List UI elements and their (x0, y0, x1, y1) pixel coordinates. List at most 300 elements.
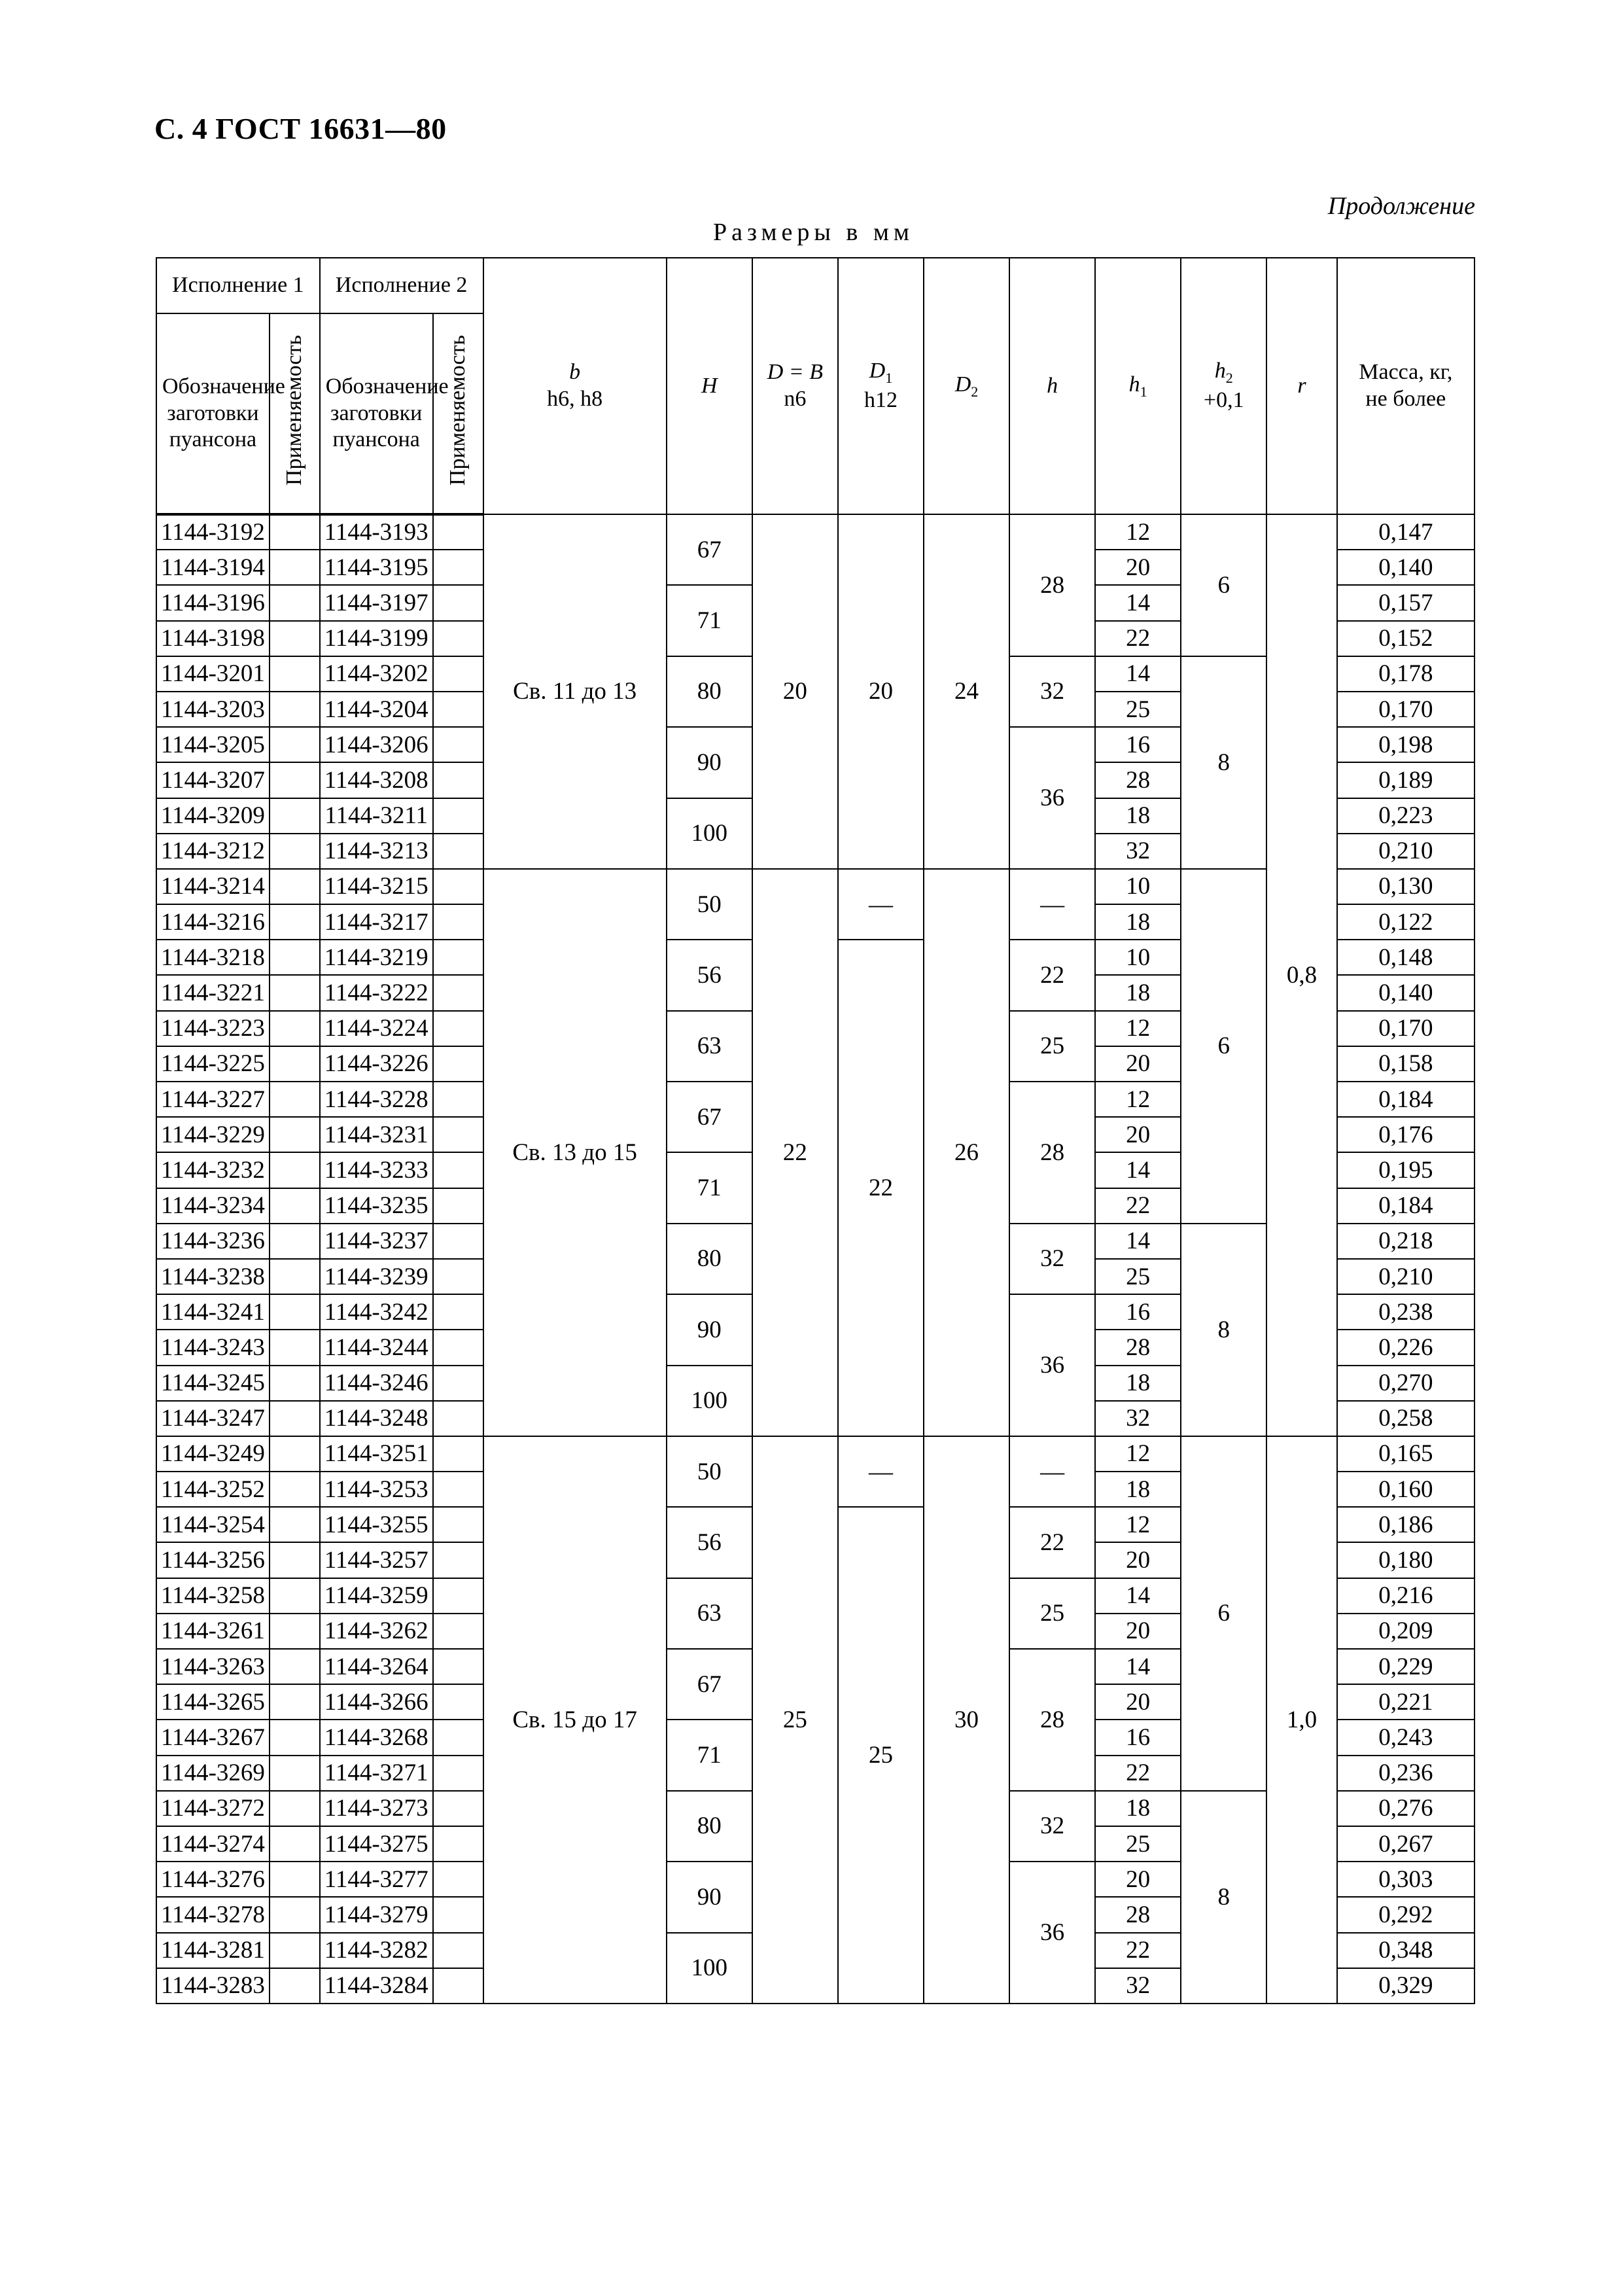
designation-exec2: 1144-3271 (320, 1756, 433, 1791)
designation-exec1: 1144-3203 (156, 692, 270, 727)
designation-exec2: 1144-3233 (320, 1152, 433, 1188)
designation-exec1: 1144-3249 (156, 1436, 270, 1472)
applicability-exec1 (270, 940, 320, 975)
table-row (156, 1436, 1475, 1472)
cell-h: 36 (1009, 1294, 1095, 1436)
cell-h: 100 (667, 798, 752, 869)
applicability-exec2 (433, 1578, 483, 1614)
header-designation-2: Обозначение заготовки пуансона (320, 313, 433, 514)
applicability-exec1 (270, 1152, 320, 1188)
cell-h1: 14 (1095, 1649, 1181, 1684)
cell-h: — (1009, 1436, 1095, 1507)
applicability-exec1 (270, 1791, 320, 1826)
cell-mass: 0,223 (1337, 798, 1475, 834)
cell-mass: 0,221 (1337, 1684, 1475, 1720)
designation-exec1: 1144-3252 (156, 1472, 270, 1507)
cell-h1: 20 (1095, 1117, 1181, 1152)
applicability-exec1 (270, 762, 320, 798)
cell-h1: 14 (1095, 1224, 1181, 1259)
designation-exec1: 1144-3281 (156, 1933, 270, 1968)
cell-h1: 10 (1095, 940, 1181, 975)
designation-exec2: 1144-3248 (320, 1401, 433, 1436)
cell-h1: 12 (1095, 1011, 1181, 1046)
cell-h: 71 (667, 1720, 752, 1790)
designation-exec2: 1144-3239 (320, 1259, 433, 1294)
designation-exec2: 1144-3217 (320, 904, 433, 940)
punch-blank-table (156, 257, 1475, 2004)
cell-h1: 12 (1095, 1507, 1181, 1542)
applicability-exec1 (270, 1826, 320, 1862)
designation-exec1: 1144-3223 (156, 1011, 270, 1046)
cell-mass: 0,243 (1337, 1720, 1475, 1755)
cell-mass: 0,178 (1337, 656, 1475, 692)
cell-mass: 0,158 (1337, 1046, 1475, 1082)
applicability-exec2 (433, 727, 483, 762)
cell-h: 80 (667, 656, 752, 727)
cell-h1: 20 (1095, 1862, 1181, 1897)
cell-h: 56 (667, 1507, 752, 1578)
cell-mass: 0,186 (1337, 1507, 1475, 1542)
applicability-exec1 (270, 585, 320, 620)
cell-h1: 12 (1095, 1082, 1181, 1117)
applicability-exec2 (433, 798, 483, 834)
designation-exec2: 1144-3237 (320, 1224, 433, 1259)
applicability-exec2 (433, 1897, 483, 1932)
designation-exec2: 1144-3231 (320, 1117, 433, 1152)
designation-exec1: 1144-3274 (156, 1826, 270, 1862)
designation-exec1: 1144-3221 (156, 975, 270, 1010)
designation-exec2: 1144-3228 (320, 1082, 433, 1117)
cell-h: 80 (667, 1224, 752, 1294)
cell-h: 63 (667, 1578, 752, 1649)
header-designation-1: Обозначение заготовки пуансона (156, 313, 270, 514)
applicability-exec2 (433, 1436, 483, 1472)
applicability-exec2 (433, 1294, 483, 1330)
header-H: H (667, 258, 752, 514)
cell-mass: 0,210 (1337, 1259, 1475, 1294)
cell-mass: 0,165 (1337, 1436, 1475, 1472)
applicability-exec2 (433, 904, 483, 940)
applicability-exec1 (270, 1897, 320, 1932)
applicability-exec1 (270, 904, 320, 940)
designation-exec1: 1144-3238 (156, 1259, 270, 1294)
applicability-exec2 (433, 834, 483, 869)
cell-h1: 25 (1095, 692, 1181, 727)
cell-mass: 0,160 (1337, 1472, 1475, 1507)
applicability-exec1 (270, 692, 320, 727)
applicability-exec2 (433, 1756, 483, 1791)
applicability-exec1 (270, 1436, 320, 1472)
cell-h: 80 (667, 1791, 752, 1862)
cell-h: 100 (667, 1933, 752, 2004)
cell-h2: 6 (1181, 869, 1266, 1224)
cell-h: 36 (1009, 727, 1095, 869)
cell-db: 25 (752, 1436, 838, 2004)
header-h1: $h_1$ (1095, 258, 1181, 514)
header-D2: $D_2$ (924, 258, 1009, 514)
cell-d2: 26 (924, 869, 1009, 1436)
designation-exec2: 1144-3262 (320, 1614, 433, 1649)
cell-h1: 14 (1095, 1152, 1181, 1188)
designation-exec1: 1144-3192 (156, 514, 270, 550)
header-DB: D = B n6 (752, 258, 838, 514)
designation-exec1: 1144-3216 (156, 904, 270, 940)
designation-exec1: 1144-3236 (156, 1224, 270, 1259)
designation-exec1: 1144-3254 (156, 1507, 270, 1542)
applicability-exec2 (433, 1933, 483, 1968)
applicability-exec1 (270, 1224, 320, 1259)
cell-mass: 0,229 (1337, 1649, 1475, 1684)
cell-d1: 22 (838, 940, 924, 1436)
designation-exec1: 1144-3276 (156, 1862, 270, 1897)
header-applicability-1: Применяемость (270, 313, 320, 514)
designation-exec1: 1144-3256 (156, 1542, 270, 1578)
cell-h1: 25 (1095, 1259, 1181, 1294)
cell-h1: 22 (1095, 1933, 1181, 1968)
designation-exec1: 1144-3261 (156, 1614, 270, 1649)
cell-h: 50 (667, 1436, 752, 1507)
applicability-exec1 (270, 1862, 320, 1897)
applicability-exec1 (270, 1294, 320, 1330)
cell-h: 28 (1009, 514, 1095, 656)
cell-mass: 0,157 (1337, 585, 1475, 620)
designation-exec2: 1144-3202 (320, 656, 433, 692)
applicability-exec1 (270, 550, 320, 585)
designation-exec2: 1144-3246 (320, 1366, 433, 1401)
designation-exec1: 1144-3194 (156, 550, 270, 585)
cell-mass: 0,216 (1337, 1578, 1475, 1614)
cell-h1: 22 (1095, 1188, 1181, 1224)
cell-h1: 28 (1095, 762, 1181, 798)
designation-exec2: 1144-3257 (320, 1542, 433, 1578)
designation-exec2: 1144-3224 (320, 1011, 433, 1046)
cell-h: 22 (1009, 1507, 1095, 1578)
designation-exec2: 1144-3279 (320, 1897, 433, 1932)
header-applicability-2: Применяемость (433, 313, 483, 514)
header-b: b h6, h8 (483, 258, 667, 514)
header-mass: Масса, кг, не более (1337, 258, 1475, 514)
page-header: С. 4 ГОСТ 16631—80 (154, 112, 447, 145)
applicability-exec2 (433, 1507, 483, 1542)
designation-exec1: 1144-3265 (156, 1684, 270, 1720)
designation-exec1: 1144-3218 (156, 940, 270, 975)
designation-exec2: 1144-3251 (320, 1436, 433, 1472)
cell-h2: 6 (1181, 1436, 1266, 1791)
cell-h: 22 (1009, 940, 1095, 1010)
applicability-exec2 (433, 762, 483, 798)
cell-mass: 0,218 (1337, 1224, 1475, 1259)
cell-h: 90 (667, 727, 752, 798)
applicability-exec1 (270, 1259, 320, 1294)
applicability-exec2 (433, 1649, 483, 1684)
cell-h: 25 (1009, 1011, 1095, 1082)
designation-exec1: 1144-3263 (156, 1649, 270, 1684)
designation-exec2: 1144-3268 (320, 1720, 433, 1755)
cell-h2: 8 (1181, 1791, 1266, 2004)
cell-h1: 28 (1095, 1330, 1181, 1365)
cell-mass: 0,122 (1337, 904, 1475, 940)
designation-exec1: 1144-3214 (156, 869, 270, 904)
designation-exec2: 1144-3226 (320, 1046, 433, 1082)
cell-h1: 14 (1095, 656, 1181, 692)
designation-exec2: 1144-3259 (320, 1578, 433, 1614)
cell-d1: 20 (838, 514, 924, 869)
cell-mass: 0,267 (1337, 1826, 1475, 1862)
cell-mass: 0,170 (1337, 692, 1475, 727)
cell-mass: 0,147 (1337, 514, 1475, 550)
designation-exec2: 1144-3244 (320, 1330, 433, 1365)
applicability-exec1 (270, 1968, 320, 2004)
cell-h1: 22 (1095, 621, 1181, 656)
applicability-exec1 (270, 1756, 320, 1791)
designation-exec2: 1144-3255 (320, 1507, 433, 1542)
applicability-exec2 (433, 1082, 483, 1117)
applicability-exec2 (433, 1011, 483, 1046)
designation-exec1: 1144-3278 (156, 1897, 270, 1932)
cell-mass: 0,348 (1337, 1933, 1475, 1968)
designation-exec1: 1144-3229 (156, 1117, 270, 1152)
cell-h: 36 (1009, 1862, 1095, 2004)
cell-mass: 0,184 (1337, 1082, 1475, 1117)
cell-h1: 16 (1095, 1294, 1181, 1330)
cell-h2: 8 (1181, 656, 1266, 869)
cell-h1: 32 (1095, 1968, 1181, 2004)
cell-h1: 18 (1095, 975, 1181, 1010)
cell-mass: 0,170 (1337, 1011, 1475, 1046)
cell-h: 28 (1009, 1649, 1095, 1791)
cell-h1: 18 (1095, 1472, 1181, 1507)
applicability-exec1 (270, 1649, 320, 1684)
cell-h1: 18 (1095, 1366, 1181, 1401)
header-h: h (1009, 258, 1095, 514)
designation-exec1: 1144-3205 (156, 727, 270, 762)
cell-h1: 18 (1095, 904, 1181, 940)
cell-mass: 0,140 (1337, 550, 1475, 585)
cell-d1: — (838, 1436, 924, 1507)
designation-exec1: 1144-3196 (156, 585, 270, 620)
designation-exec2: 1144-3199 (320, 621, 433, 656)
applicability-exec1 (270, 727, 320, 762)
cell-h1: 18 (1095, 798, 1181, 834)
designation-exec2: 1144-3264 (320, 1649, 433, 1684)
cell-h1: 18 (1095, 1791, 1181, 1826)
designation-exec1: 1144-3207 (156, 762, 270, 798)
cell-mass: 0,210 (1337, 834, 1475, 869)
cell-h: 32 (1009, 1224, 1095, 1294)
designation-exec1: 1144-3258 (156, 1578, 270, 1614)
designation-exec1: 1144-3198 (156, 621, 270, 656)
applicability-exec2 (433, 1259, 483, 1294)
cell-h: 32 (1009, 1791, 1095, 1862)
applicability-exec2 (433, 550, 483, 585)
cell-mass: 0,236 (1337, 1756, 1475, 1791)
cell-d1: — (838, 869, 924, 940)
cell-h1: 20 (1095, 1614, 1181, 1649)
designation-exec1: 1144-3209 (156, 798, 270, 834)
applicability-exec1 (270, 1542, 320, 1578)
cell-mass: 0,152 (1337, 621, 1475, 656)
applicability-exec1 (270, 1082, 320, 1117)
designation-exec2: 1144-3277 (320, 1862, 433, 1897)
applicability-exec2 (433, 869, 483, 904)
designation-exec2: 1144-3253 (320, 1472, 433, 1507)
cell-h1: 22 (1095, 1756, 1181, 1791)
applicability-exec1 (270, 1046, 320, 1082)
applicability-exec2 (433, 1224, 483, 1259)
designation-exec2: 1144-3235 (320, 1188, 433, 1224)
applicability-exec1 (270, 514, 320, 550)
applicability-exec2 (433, 1791, 483, 1826)
header-exec1: Исполнение 1 (156, 258, 320, 313)
designation-exec1: 1144-3272 (156, 1791, 270, 1826)
cell-r: 1,0 (1266, 1436, 1336, 2004)
applicability-exec1 (270, 1330, 320, 1365)
applicability-exec2 (433, 940, 483, 975)
applicability-exec1 (270, 1011, 320, 1046)
cell-h1: 20 (1095, 1046, 1181, 1082)
cell-h: 71 (667, 585, 752, 656)
cell-h1: 32 (1095, 834, 1181, 869)
table-row (156, 514, 1475, 550)
applicability-exec2 (433, 692, 483, 727)
cell-h: 71 (667, 1152, 752, 1223)
applicability-exec2 (433, 1188, 483, 1224)
cell-h1: 25 (1095, 1826, 1181, 1862)
designation-exec2: 1144-3219 (320, 940, 433, 975)
designation-exec1: 1144-3243 (156, 1330, 270, 1365)
cell-mass: 0,180 (1337, 1542, 1475, 1578)
cell-h: 90 (667, 1294, 752, 1365)
cell-mass: 0,189 (1337, 762, 1475, 798)
applicability-exec2 (433, 1826, 483, 1862)
applicability-exec1 (270, 1684, 320, 1720)
continuation-label: Продолжение (1327, 192, 1475, 220)
cell-h1: 16 (1095, 1720, 1181, 1755)
cell-h1: 16 (1095, 727, 1181, 762)
cell-h1: 20 (1095, 1684, 1181, 1720)
header-exec2: Исполнение 2 (320, 258, 483, 313)
cell-h: 67 (667, 514, 752, 585)
cell-h: — (1009, 869, 1095, 940)
designation-exec1: 1144-3234 (156, 1188, 270, 1224)
cell-d1: 25 (838, 1507, 924, 2004)
designation-exec1: 1144-3267 (156, 1720, 270, 1755)
applicability-exec1 (270, 1188, 320, 1224)
units-caption: Размеры в мм (713, 219, 914, 246)
cell-mass: 0,130 (1337, 869, 1475, 904)
applicability-exec1 (270, 1117, 320, 1152)
applicability-exec2 (433, 1542, 483, 1578)
applicability-exec1 (270, 1614, 320, 1649)
designation-exec1: 1144-3201 (156, 656, 270, 692)
designation-exec1: 1144-3225 (156, 1046, 270, 1082)
cell-mass: 0,176 (1337, 1117, 1475, 1152)
cell-mass: 0,292 (1337, 1897, 1475, 1932)
cell-h: 56 (667, 940, 752, 1010)
applicability-exec1 (270, 1366, 320, 1401)
applicability-exec1 (270, 1507, 320, 1542)
cell-b: Св. 11 до 13 (483, 514, 667, 869)
designation-exec2: 1144-3284 (320, 1968, 433, 2004)
cell-mass: 0,140 (1337, 975, 1475, 1010)
designation-exec2: 1144-3208 (320, 762, 433, 798)
cell-mass: 0,195 (1337, 1152, 1475, 1188)
cell-h1: 12 (1095, 514, 1181, 550)
applicability-exec1 (270, 1472, 320, 1507)
designation-exec1: 1144-3247 (156, 1401, 270, 1436)
designation-exec2: 1144-3242 (320, 1294, 433, 1330)
designation-exec2: 1144-3215 (320, 869, 433, 904)
applicability-exec2 (433, 1720, 483, 1755)
applicability-exec2 (433, 1401, 483, 1436)
designation-exec2: 1144-3195 (320, 550, 433, 585)
cell-mass: 0,303 (1337, 1862, 1475, 1897)
applicability-exec2 (433, 1046, 483, 1082)
designation-exec2: 1144-3206 (320, 727, 433, 762)
cell-b: Св. 15 до 17 (483, 1436, 667, 2004)
cell-h: 63 (667, 1011, 752, 1082)
designation-exec1: 1144-3232 (156, 1152, 270, 1188)
cell-mass: 0,209 (1337, 1614, 1475, 1649)
cell-h2: 8 (1181, 1224, 1266, 1436)
cell-h1: 28 (1095, 1897, 1181, 1932)
header-D1: $D_1$ h12 (838, 258, 924, 514)
applicability-exec1 (270, 1578, 320, 1614)
designation-exec2: 1144-3211 (320, 798, 433, 834)
designation-exec1: 1144-3227 (156, 1082, 270, 1117)
cell-h: 28 (1009, 1082, 1095, 1224)
designation-exec2: 1144-3273 (320, 1791, 433, 1826)
designation-exec2: 1144-3213 (320, 834, 433, 869)
applicability-exec2 (433, 1330, 483, 1365)
designation-exec1: 1144-3269 (156, 1756, 270, 1791)
cell-mass: 0,276 (1337, 1791, 1475, 1826)
applicability-exec1 (270, 975, 320, 1010)
cell-h1: 20 (1095, 1542, 1181, 1578)
applicability-exec2 (433, 621, 483, 656)
cell-mass: 0,238 (1337, 1294, 1475, 1330)
applicability-exec1 (270, 834, 320, 869)
applicability-exec1 (270, 1401, 320, 1436)
designation-exec1: 1144-3283 (156, 1968, 270, 2004)
applicability-exec1 (270, 869, 320, 904)
designation-exec2: 1144-3275 (320, 1826, 433, 1862)
cell-h1: 20 (1095, 550, 1181, 585)
cell-h1: 10 (1095, 869, 1181, 904)
applicability-exec2 (433, 1862, 483, 1897)
designation-exec1: 1144-3212 (156, 834, 270, 869)
cell-db: 22 (752, 869, 838, 1436)
cell-mass: 0,329 (1337, 1968, 1475, 2004)
applicability-exec1 (270, 798, 320, 834)
applicability-exec2 (433, 585, 483, 620)
applicability-exec2 (433, 1366, 483, 1401)
designation-exec1: 1144-3241 (156, 1294, 270, 1330)
cell-h: 67 (667, 1082, 752, 1152)
cell-h: 100 (667, 1366, 752, 1436)
cell-mass: 0,198 (1337, 727, 1475, 762)
applicability-exec2 (433, 656, 483, 692)
designation-exec2: 1144-3266 (320, 1684, 433, 1720)
cell-h1: 14 (1095, 585, 1181, 620)
cell-b: Св. 13 до 15 (483, 869, 667, 1436)
designation-exec2: 1144-3197 (320, 585, 433, 620)
designation-exec2: 1144-3193 (320, 514, 433, 550)
applicability-exec2 (433, 975, 483, 1010)
cell-h: 32 (1009, 656, 1095, 727)
applicability-exec1 (270, 656, 320, 692)
cell-h: 90 (667, 1862, 752, 1932)
